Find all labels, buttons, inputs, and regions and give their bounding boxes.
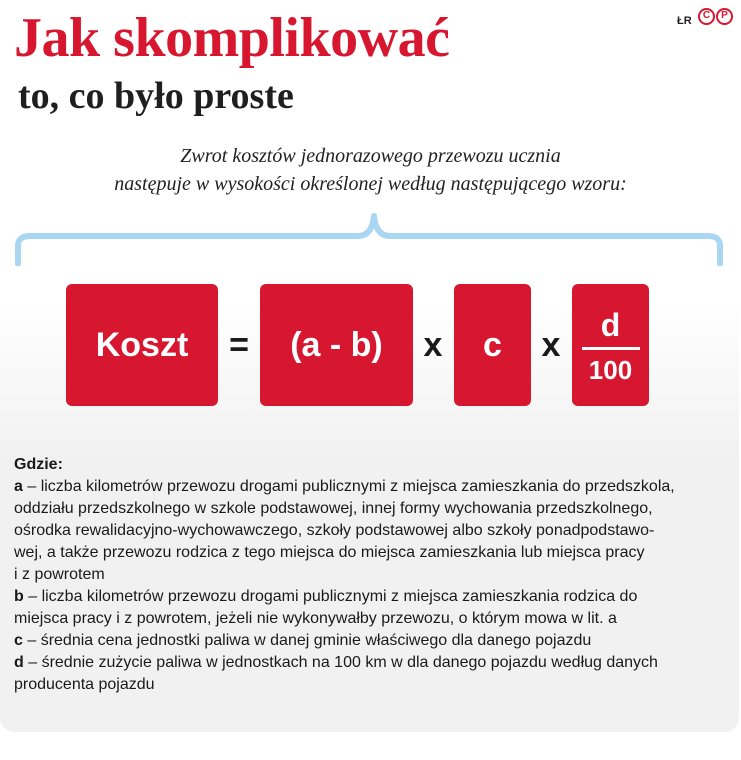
legend-item-d <box>14 652 726 674</box>
legend-continuation-line: oddziału przedszkolnego w szkole podstawowej, innej formy wychowania przedszkolnego, <box>14 500 653 517</box>
legend-item-a <box>14 476 726 498</box>
legend-continuation-line: producenta pojazdu <box>14 676 155 693</box>
formula-term-a-minus-b <box>260 284 413 406</box>
legend-items <box>14 476 726 696</box>
formula-times-1: x <box>423 325 443 364</box>
intro-line-1: Zwrot kosztów jednorazowego przewozu ucznia <box>180 145 561 167</box>
legend-heading: Gdzie: <box>14 456 63 473</box>
publisher-logo <box>698 8 733 25</box>
formula-times-2: x <box>541 325 561 364</box>
legend-item-c <box>14 630 726 652</box>
page-subtitle: to, co było proste <box>18 75 294 117</box>
formula <box>0 284 741 406</box>
formula-equals: = <box>229 325 249 364</box>
logo-letter-p: P <box>716 8 733 25</box>
legend-key: a <box>14 478 23 495</box>
legend-text: – średnie zużycie paliwa w jednostkach na 100 km w dla danego pojazdu według danych <box>23 654 658 671</box>
legend-continuation-line: i z powrotem <box>14 566 105 583</box>
page-title: Jak skomplikować <box>14 7 450 69</box>
formula-result-box <box>66 284 218 406</box>
fraction-bar <box>582 347 640 350</box>
legend-text: – liczba kilometrów przewozu drogami publicznymi z miejsca zamieszkania rodzica do <box>23 588 638 605</box>
fraction-denominator: 100 <box>588 354 633 385</box>
intro-text <box>0 142 741 198</box>
legend-text: – średnia cena jednostki paliwa w danej gminie właściwego dla danego pojazdu <box>22 632 592 649</box>
author-credit: ŁR <box>677 15 692 27</box>
legend-continuation-line: ośrodka rewalidacyjno-wychowawczego, szkoły podstawowej albo szkoły ponadpodstawo- <box>14 522 655 539</box>
intro-line-2: następuje w wysokości określonej według następującego wzoru: <box>114 173 627 195</box>
formula-term-1: (a - b) <box>290 325 383 364</box>
legend-text: – liczba kilometrów przewozu drogami publicznymi z miejsca zamieszkania do przedszkola, <box>22 478 675 495</box>
formula-term-c <box>454 284 531 406</box>
legend-continuation-line: miejsca pracy i z powrotem, jeżeli nie wykonywałby przewozu, o którym mowa w lit. a <box>14 610 617 627</box>
legend-key: b <box>14 588 24 605</box>
curly-brace-icon <box>14 210 726 266</box>
legend-key: c <box>14 632 23 649</box>
legend-key: d <box>14 654 24 671</box>
logo-letter-c: C <box>698 8 715 25</box>
legend-continuation-line: wej, a także przewozu rodzica z tego miejsca do miejsca zamieszkania lub miejsca pracy <box>14 544 645 561</box>
formula-term-2: c <box>483 325 502 364</box>
legend <box>14 454 726 696</box>
formula-fraction-box <box>572 284 649 406</box>
fraction-numerator: d <box>600 306 621 343</box>
formula-result: Koszt <box>95 325 189 364</box>
legend-item-b <box>14 586 726 608</box>
